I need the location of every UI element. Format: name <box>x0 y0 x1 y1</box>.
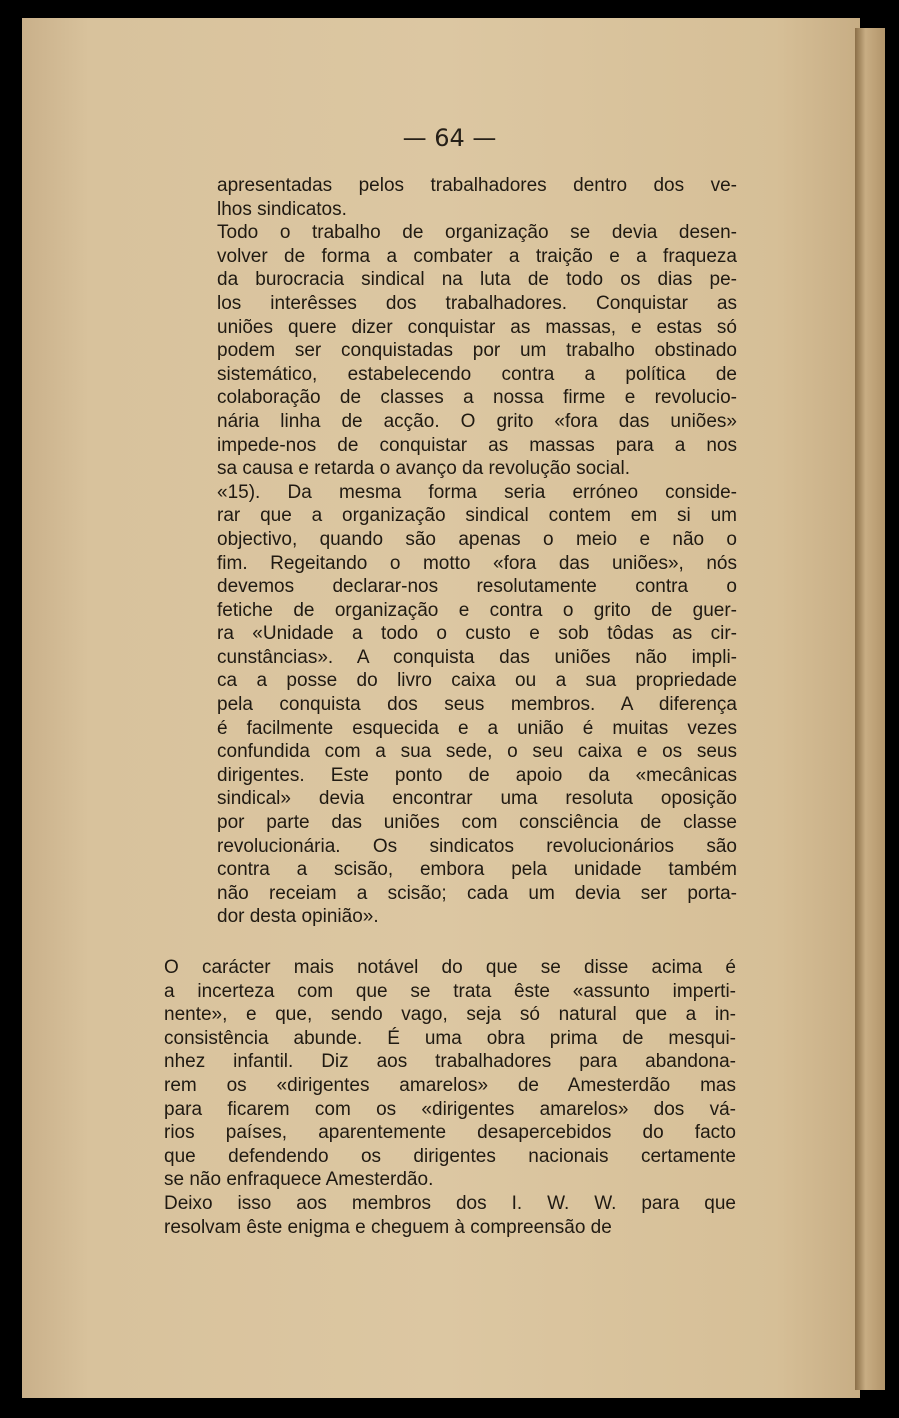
text-line: apresentadas pelos trabalhadores dentro dos ve- <box>217 175 737 196</box>
text-line: colaboração de classes a nossa firme e revolucio- <box>217 387 737 409</box>
text-line: nária linha de acção. O grito «fora das uniões» <box>217 410 737 432</box>
text-line: dirigentes. Este ponto de apoio da «mecânicas <box>217 764 737 786</box>
text-line: contra a scisão, embora pela unidade também <box>217 859 737 881</box>
text-line: a incerteza com que se trata êste «assunto imperti- <box>164 980 736 1002</box>
text-line: por parte das uniões com consciência de classe <box>217 812 737 834</box>
text-line: resolvam êste enigma e cheguem à compreensão de <box>164 1216 612 1238</box>
text-line: não receiam a scisão; cada um devia ser porta- <box>217 882 737 904</box>
text-line: consistência abunde. É uma obra prima de mesqui- <box>164 1027 736 1049</box>
text-line: sa causa e retarda o avanço da revolução social. <box>217 458 630 480</box>
text-line: ca a posse do livro caixa ou a sua propriedade <box>217 670 737 692</box>
text-line: fetiche de organização e contra o grito de guer- <box>217 599 737 621</box>
text-line: pela conquista dos seus membros. A diferença <box>217 694 737 716</box>
text-line: podem ser conquistadas por um trabalho obstinado <box>217 340 737 362</box>
text-line: rios países, aparentemente desapercebidos do facto <box>164 1122 736 1144</box>
page-number: — 64 — <box>402 124 497 152</box>
text-line: Todo o trabalho de organização se devia desen- <box>217 222 737 244</box>
text-line: revolucionária. Os sindicatos revolucionários são <box>217 835 737 857</box>
text-line: rem os «dirigentes amarelos» de Amesterdão mas <box>164 1074 736 1096</box>
text-line: confundida com a sua sede, o seu caixa e os seus <box>217 741 737 763</box>
text-line: é facilmente esquecida e a união é muitas vezes <box>217 717 737 739</box>
text-line: objectivo, quando são apenas o meio e não o <box>217 528 737 550</box>
text-line: rar que a organização sindical contem em si um <box>217 505 737 527</box>
text-line: nente», e que, sendo vago, seja só natural que a in- <box>164 1004 736 1026</box>
text-line: uniões quere dizer conquistar as massas, e estas só <box>217 316 737 338</box>
next-page-edge <box>855 28 885 1390</box>
text-line: O carácter mais notável do que se disse acima é <box>164 957 736 978</box>
text-line: fim. Regeitando o motto «fora das uniões», nós <box>217 552 737 574</box>
text-line: cunstâncias». A conquista das uniões não impli- <box>217 646 737 668</box>
text-line: lhos sindicatos. <box>217 198 347 220</box>
text-line: ra «Unidade a todo o custo e sob tôdas as cir- <box>217 623 737 645</box>
text-line: sindical» devia encontrar uma resoluta oposição <box>217 788 737 810</box>
text-line: impede-nos de conquistar as massas para a nos <box>217 434 737 456</box>
text-line: devemos declarar-nos resolutamente contra o <box>217 576 737 598</box>
text-line: para ficarem com os «dirigentes amarelos» dos vá- <box>164 1098 736 1120</box>
text-line: sistemático, estabelecendo contra a política de <box>217 363 737 385</box>
paragraph-1 <box>217 174 737 929</box>
text-line: los interêsses dos trabalhadores. Conquistar as <box>217 292 737 314</box>
text-line: Deixo isso aos membros dos I. W. W. para que <box>164 1192 736 1214</box>
text-line: da burocracia sindical na luta de todo os dias pe- <box>217 269 737 291</box>
text-line: volver de forma a combater a traição e a fraqueza <box>217 245 737 267</box>
text-line: se não enfraquece Amesterdão. <box>164 1169 434 1191</box>
text-line: nhez infantil. Diz aos trabalhadores para abandona- <box>164 1051 736 1073</box>
paragraph-2 <box>164 956 736 1239</box>
text-line: dor desta opinião». <box>217 906 379 928</box>
text-line: «15). Da mesma forma seria erróneo conside- <box>217 481 737 503</box>
text-line: que defendendo os dirigentes nacionais certamente <box>164 1145 736 1167</box>
